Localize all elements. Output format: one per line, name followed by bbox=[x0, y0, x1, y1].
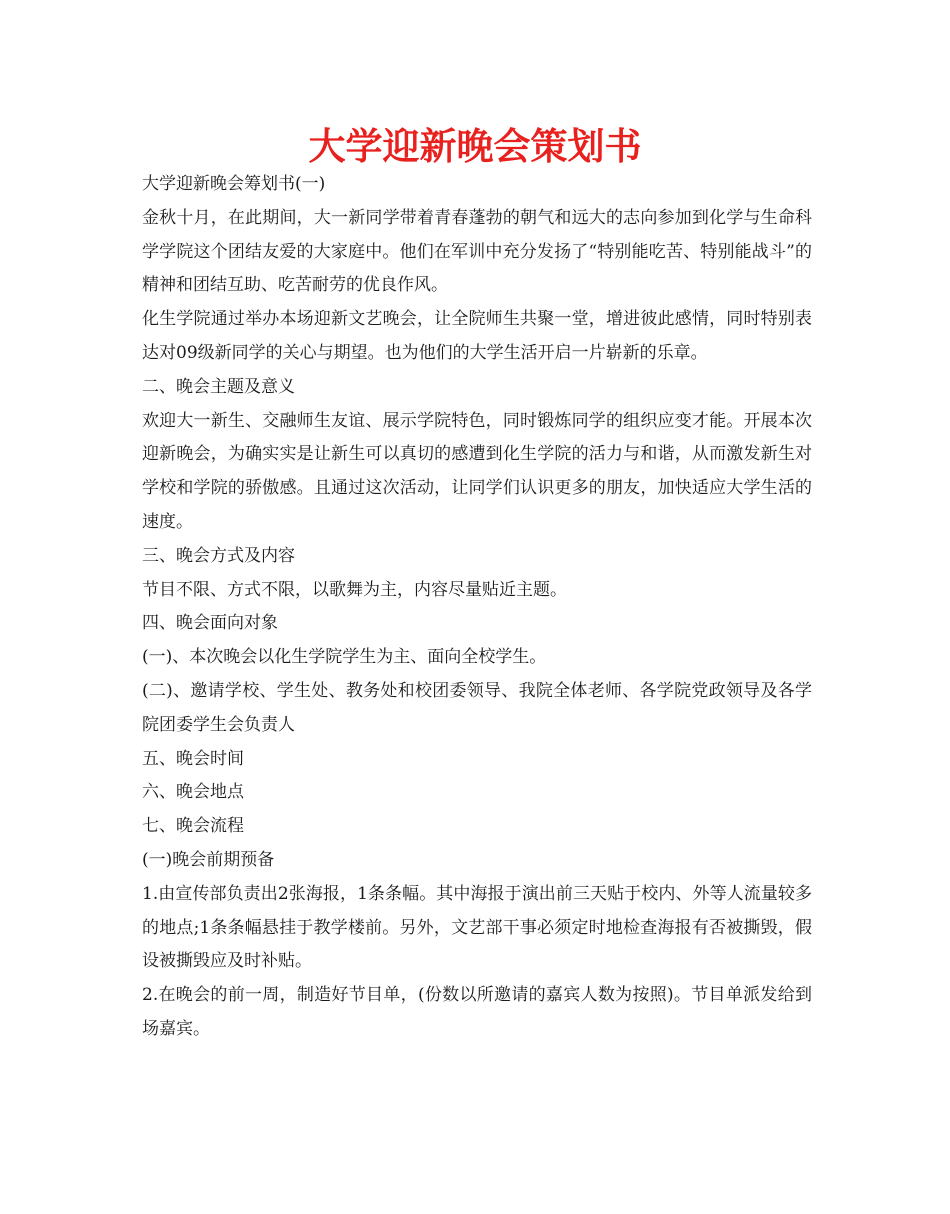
paragraph: (二)、邀请学校、学生处、教务处和校团委领导、我院全体老师、各学院党政领导及各学院团委学生会负责人 bbox=[142, 680, 812, 735]
paragraph: 金秋十月，在此期间，大一新同学带着青春蓬勃的朝气和远大的志向参加到化学与生命科学学院这个团结友爱的大家庭中。他们在军训中充分发扬了“特别能吃苦、特别能战斗”的精神和团结互助、吃苦耐劳的优良作风。 bbox=[142, 207, 812, 296]
section-heading: 三、晚会方式及内容 bbox=[142, 545, 295, 566]
document-title: 大学迎新晚会策划书 bbox=[308, 125, 642, 168]
paragraph: 化生学院通过举办本场迎新文艺晚会，让全院师生共聚一堂，增进彼此感情，同时特别表达对09级新同学的关心与期望。也为他们的大学生活开启一片崭新的乐章。 bbox=[142, 309, 812, 363]
paragraph: 欢迎大一新生、交融师生友谊、展示学院特色，同时锻炼同学的组织应变才能。开展本次迎新晚会，为确实实是让新生可以真切的感遭到化生学院的活力与和谐，从而激发新生对学校和学院的骄傲感。且通过这次活动，让同学们认识更多的朋友，加快适应大学生活的速度。 bbox=[142, 410, 812, 532]
section-heading: 四、晚会面向对象 bbox=[142, 613, 278, 634]
paragraph: 节目不限、方式不限，以歌舞为主，内容尽量贴近主题。 bbox=[142, 579, 567, 600]
paragraph: (一)、本次晚会以化生学院学生为主、面向全校学生。 bbox=[142, 647, 547, 668]
paragraph: 1.由宣传部负责出2张海报，1条条幅。其中海报于演出前三天贴于校内、外等人流量较多的地点;1条条幅悬挂于教学楼前。另外，文艺部干事必须定时地检查海报有否被撕毁，假设被撕毁应及时补贴。 bbox=[142, 883, 812, 972]
section-heading: 二、晚会主题及意义 bbox=[142, 376, 295, 397]
section-heading: 五、晚会时间 bbox=[142, 748, 244, 769]
section-heading: 七、晚会流程 bbox=[142, 816, 244, 837]
subsection-heading: (一)晚会前期预备 bbox=[142, 849, 275, 870]
document-body bbox=[142, 168, 812, 1047]
paragraph-heading-1: 大学迎新晚会筹划书(一) bbox=[142, 174, 326, 194]
section-heading: 六、晚会地点 bbox=[142, 782, 244, 803]
paragraph: 2.在晚会的前一周，制造好节目单，(份数以所邀请的嘉宾人数为按照)。节目单派发给到场嘉宾。 bbox=[142, 985, 812, 1039]
